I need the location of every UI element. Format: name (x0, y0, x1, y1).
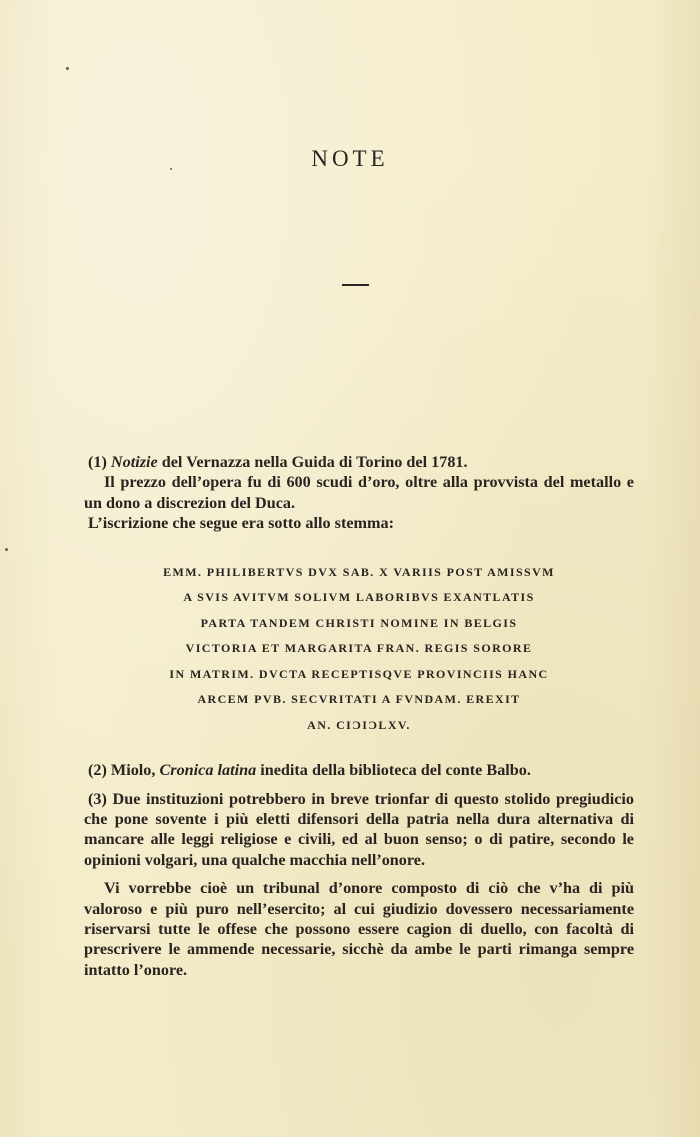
inscription-line: ARCEM PVB. SECVRITATI A FVNDAM. EREXIT (197, 692, 521, 707)
spacer (84, 781, 634, 789)
note-2 (84, 760, 634, 780)
ink-speck (66, 67, 69, 70)
inscription-line: VICTORIA ET MARGARITA FRAN. REGIS SORORE (185, 641, 533, 656)
note-2-text-rest: inedita della biblioteca del conte Balbo. (256, 761, 531, 780)
title-divider (342, 284, 369, 286)
note-2-italic-title: Cronica latina (159, 761, 257, 780)
note-1-inscription-intro: L’iscrizione che segue era sotto allo stemma: (88, 514, 394, 533)
note-2-text: (2) Miolo, (88, 761, 160, 780)
inscription-line: AN. CIƆIƆLXV. (307, 717, 411, 732)
note-1-price-paragraph: Il prezzo dell’opera fu di 600 scudi d’oro, oltre alla provvista del metallo e un dono a discrezion del Duca. (84, 473, 634, 512)
page-title: NOTE (311, 146, 389, 171)
note-1-marker: (1) (88, 453, 111, 471)
inscription-line: A SVIS AVITVM SOLIVM LABORIBVS EXANTLATIS (183, 590, 535, 605)
note-3-paragraph-2: Vi vorrebbe cioè un tribunal d’onore composto di ciò che v’ha di più valoroso e più puro nell’esercito; al cui giudizio dovessero necessariamente riservarsi tutte le offese che possono essere cagion di duello, con facoltà di prescrivere le ammende necessarie, sicchè da ambe le parti rimanga sempre intatto l’onore. (84, 879, 634, 979)
inscription-line: PARTA TANDEM CHRISTI NOMINE IN BELGIS (200, 615, 518, 630)
inscription-block (84, 560, 634, 739)
inscription-line: EMM. PHILIBERTVS DVX SAB. X VARIIS POST AMISSVM (163, 564, 555, 579)
ink-speck (5, 548, 8, 551)
note-1-heading (84, 452, 634, 472)
note-1-text: del Vernazza nella Guida di Torino del 1781. (157, 453, 468, 471)
inscription-line: IN MATRIM. DVCTA RECEPTISQVE PROVINCIIS HANC (169, 666, 549, 681)
note-1-italic-title: Notizie (110, 453, 158, 471)
spacer (84, 870, 634, 878)
note-3-paragraph-1: (3) Due instituzioni potrebbero in breve trionfar di questo stolido pregiudicio che pone sovente i più eletti difensori della patria nella dura alternativa di mancare alle leggi religiose e civili, ed al buon senso; o di patire, secondo le opinioni volgari, una qualche macchia nell’onore. (84, 789, 634, 869)
notes-body (84, 452, 634, 980)
